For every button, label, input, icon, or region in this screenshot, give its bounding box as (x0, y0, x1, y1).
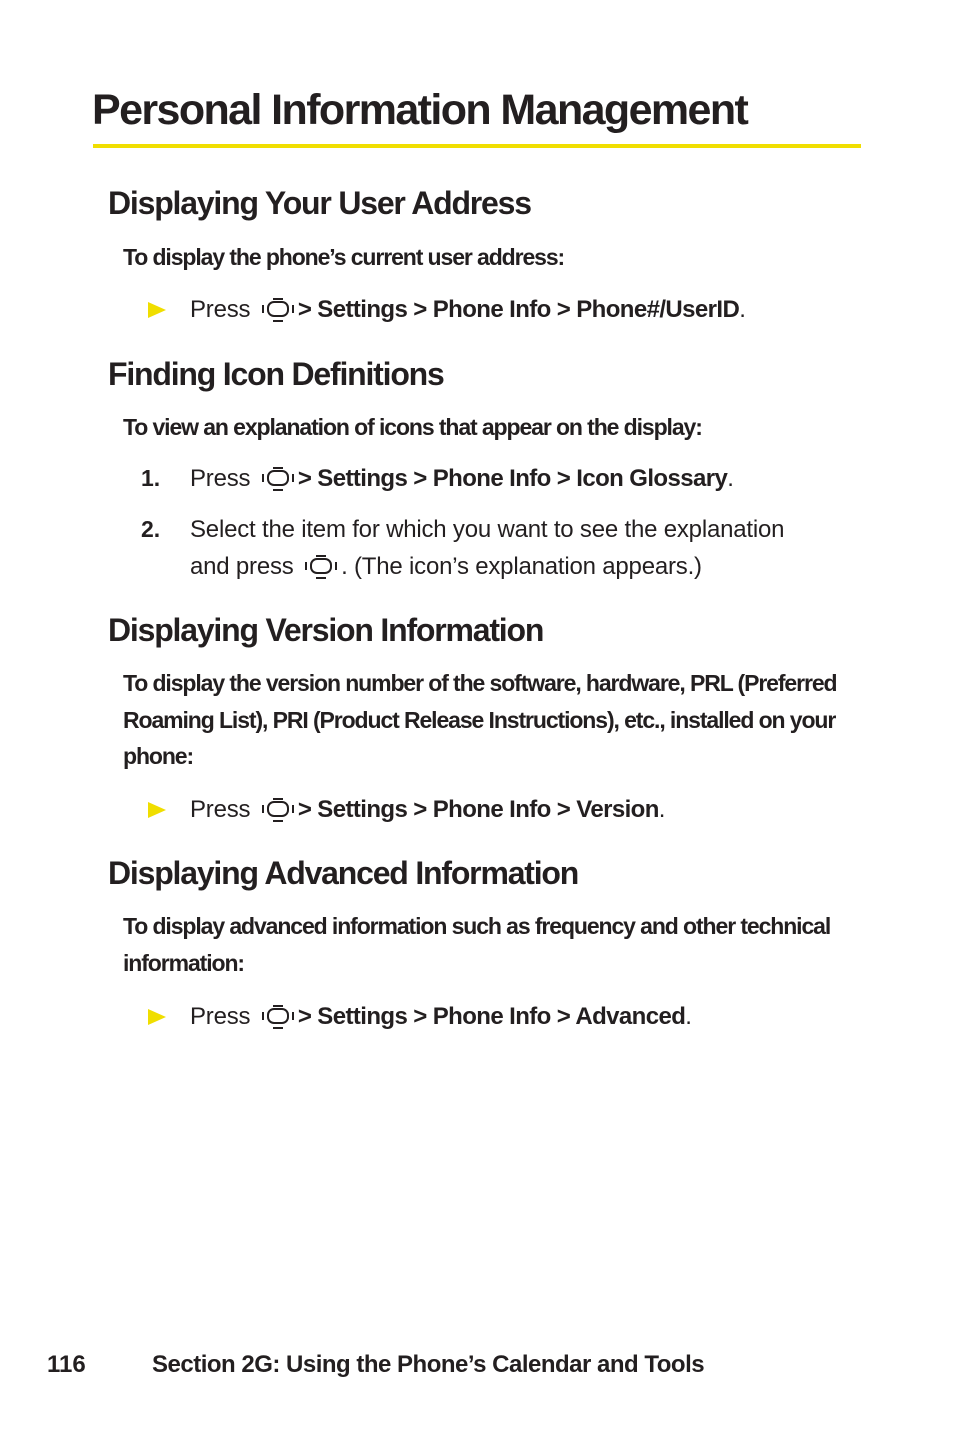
step-icon-glossary (190, 460, 734, 497)
heading-user-address: Displaying Your User Address (108, 185, 531, 221)
step-prefix: and press (190, 553, 294, 580)
menu-path: > Settings > Phone Info > Phone#/UserID (297, 296, 740, 323)
heading-advanced-info: Displaying Advanced Information (108, 855, 579, 891)
triangle-bullet-icon (148, 1009, 166, 1025)
step-prefix: Press (190, 465, 251, 492)
step-select-item-line2 (190, 548, 702, 585)
step-user-address (190, 291, 746, 328)
step-suffix: . (739, 296, 746, 323)
menu-ok-key-icon (260, 797, 296, 823)
step-version (190, 791, 665, 828)
footer-section-title: Section 2G: Using the Phone’s Calendar and Tools (152, 1351, 705, 1378)
menu-ok-key-icon (303, 554, 339, 580)
menu-path: > Settings > Phone Info > Version (297, 796, 659, 823)
page-title: Personal Information Management (92, 86, 748, 134)
menu-path: > Settings > Phone Info > Advanced (297, 1003, 686, 1030)
step-prefix: Press (190, 796, 251, 823)
step-prefix: Press (190, 1003, 251, 1030)
step-number: 2. (141, 516, 161, 542)
menu-ok-key-icon (260, 297, 296, 323)
step-prefix: Press (190, 296, 251, 323)
step-advanced (190, 998, 692, 1035)
intro-advanced-info: To display advanced information such as frequency and other technical information: (123, 913, 831, 976)
title-rule (93, 144, 861, 148)
intro-icon-definitions: To view an explanation of icons that appear on the display: (123, 414, 702, 440)
heading-version-info: Displaying Version Information (108, 612, 544, 648)
step-suffix: . (685, 1003, 692, 1030)
step-suffix: . (The icon’s explanation appears.) (341, 553, 702, 580)
menu-ok-key-icon (260, 466, 296, 492)
heading-icon-definitions: Finding Icon Definitions (108, 356, 444, 392)
menu-ok-key-icon (260, 1004, 296, 1030)
triangle-bullet-icon (148, 302, 166, 318)
page-number: 116 (47, 1351, 86, 1378)
intro-version-info: To display the version number of the software, hardware, PRL (Preferred Roaming List), PRI (Product Release Instructions), etc., installed on your phone: (123, 670, 837, 769)
step-suffix: . (658, 796, 666, 823)
step-number: 1. (141, 465, 161, 491)
intro-user-address: To display the phone’s current user address: (123, 244, 565, 270)
triangle-bullet-icon (148, 802, 166, 818)
menu-path: > Settings > Phone Info > Icon Glossary (297, 465, 728, 492)
step-suffix: . (727, 465, 734, 492)
step-select-item-line1: Select the item for which you want to see the explanation (190, 516, 785, 543)
